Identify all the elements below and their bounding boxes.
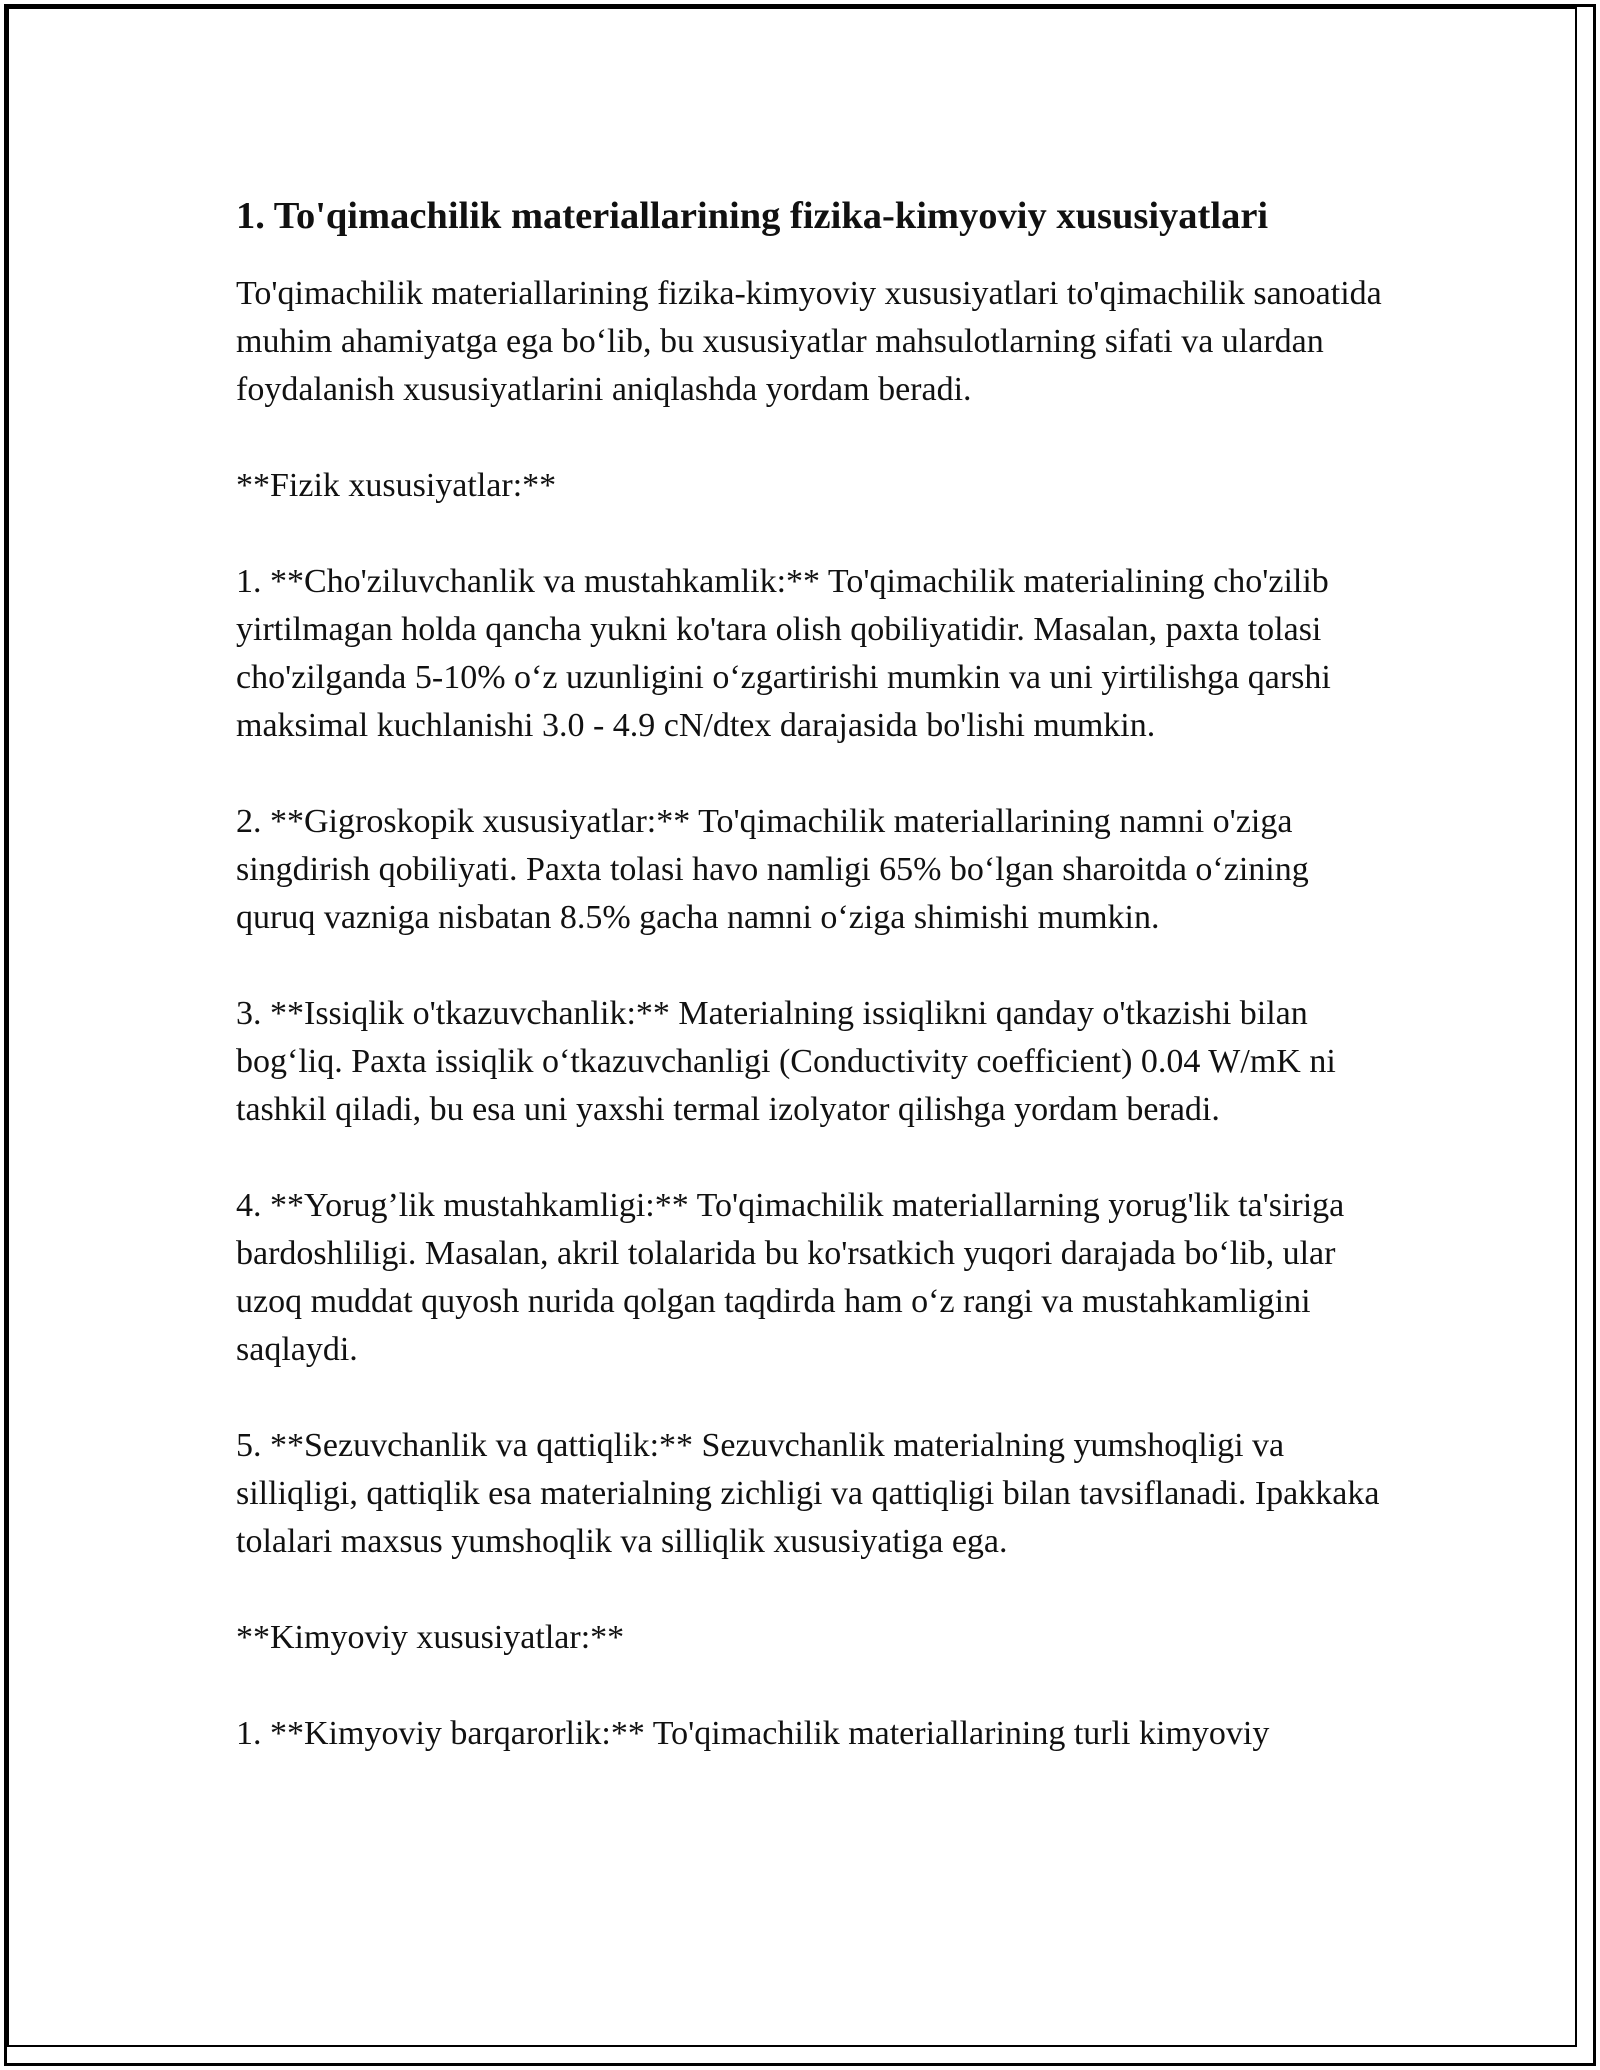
list-item-chemical-stability: 1. **Kimyoviy barqarorlik:** To'qimachilik materiallarining turli kimyoviy bbox=[236, 1715, 1270, 1752]
list-item-elasticity: 1. **Cho'ziluvchanlik va mustahkamlik:** To'qimachilik materialining cho'zilib yirtilmagan holda qancha yukni ko'tara olish qobiliyatidir. Masalan, paxta tolasi cho'zilganda 5-10% o‘z uzunligini o‘zgartirishi mumkin va uni yirtilishga qarshi maksimal kuchlanishi 3.0 - 4.9 cN/dtex darajasida bo'lishi mumkin. bbox=[236, 563, 1331, 744]
section-title: 1. To'qimachilik materiallarining fizika-kimyoviy xususiyatlari bbox=[236, 195, 1269, 237]
chemical-properties-heading: **Kimyoviy xususiyatlar:** bbox=[236, 1619, 625, 1656]
document-body bbox=[236, 186, 1396, 1806]
list-item-hygroscopic: 2. **Gigroskopik xususiyatlar:** To'qimachilik materiallarining namni o'ziga singdirish qobiliyati. Paxta tolasi havo namligi 65% bo‘lgan sharoitda o‘zining quruq vazniga nisbatan 8.5% gacha namni o‘ziga shimishi mumkin. bbox=[236, 803, 1309, 936]
intro-paragraph: To'qimachilik materiallarining fizika-kimyoviy xususiyatlari to'qimachilik sanoatida muhim ahamiyatga ega bo‘lib, bu xususiyatlar mahsulotlarning sifati va ulardan foydalanish xususiyatlarini aniqlashda yordam beradi. bbox=[236, 275, 1382, 408]
list-item-thermal-conductivity: 3. **Issiqlik o'tkazuvchanlik:** Materialning issiqlikni qanday o'tkazishi bilan bog‘liq. Paxta issiqlik o‘tkazuvchanligi (Conductivity coefficient) 0.04 W/mK ni tashkil qiladi, bu esa uni yaxshi termal izolyator qilishga yordam beradi. bbox=[236, 995, 1336, 1128]
list-item-light-fastness: 4. **Yorug’lik mustahkamligi:** To'qimachilik materiallarning yorug'lik ta'siriga bardoshliligi. Masalan, akril tolalarida bu ko'rsatkich yuqori darajada bo‘lib, ular uzoq muddat quyosh nurida qolgan taqdirda ham o‘z rangi va mustahkamligini saqlaydi. bbox=[236, 1187, 1345, 1368]
physical-properties-heading: **Fizik xususiyatlar:** bbox=[236, 467, 557, 504]
list-item-softness-hardness: 5. **Sezuvchanlik va qattiqlik:** Sezuvchanlik materialning yumshoqligi va silliqligi, qattiqlik esa materialning zichligi va qattiqligi bilan tavsiflanadi. Ipakkaka tolalari maxsus yumshoqlik va silliqlik xususiyatiga ega. bbox=[236, 1427, 1380, 1560]
